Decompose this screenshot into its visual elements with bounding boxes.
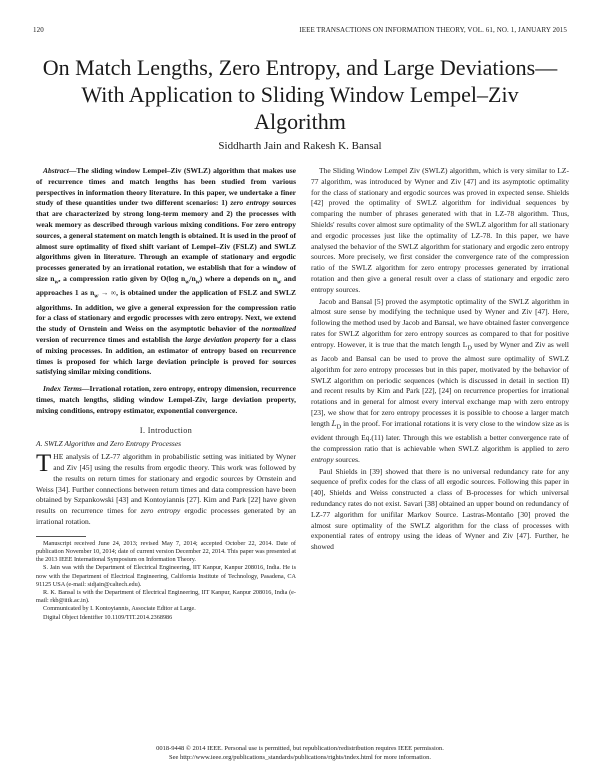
author-list: Siddharth Jain and Rakesh K. Bansal (218, 140, 382, 152)
journal-header: IEEE TRANSACTIONS ON INFORMATION THEORY, VOL. 61, NO. 1, JANUARY 2015 (299, 26, 567, 34)
footnote-author-bansal: R. K. Bansal is with the Department of Electrical Engineering, IIT Kanpur, Kanpur 208016, India (e-mail: rkb@iitk.ac.in). (36, 588, 296, 605)
copyright-line: 0018-9448 © 2014 IEEE. Personal use is permitted, but republication/redistribution requires IEEE permission. (156, 745, 444, 752)
subsection-heading: A. SWLZ Algorithm and Zero Entropy Processes (36, 439, 182, 449)
abstract-label: Abstract (43, 166, 69, 175)
index-terms-label: Index Terms (43, 384, 82, 394)
body-paragraph: Paul Shields in [39] showed that there is no universal redundancy rate for any sequence of prefix codes for the class of all ergodic sources. Following this paper in [40], Shields and Weiss constructed a class of B-processes for which universal redundancy rates do not exist. Savari [38] obtained an upper bound on redundancy of LZ-77 algorithm for unifilar Markov Source. Lastras-Montaño [30] proved the almost sure optimality of the SWLZ algorithm for the class of processes with exponential rates of entropy using the ideas of Wyner and Ziv [47]. Further, he showed (311, 466, 569, 552)
index-terms: Index Terms—Irrational rotation, zero entropy, entropy dimension, recurrence times, match lengths, sliding window Lempel-Ziv, large deviation property, mixing conditions, entropy estimator, exponential convergence. (36, 384, 296, 415)
running-head (33, 26, 567, 38)
section-heading: I. Introduction (139, 425, 193, 435)
paper-title: On Match Lengths, Zero Entropy, and Large Deviations—With Application to Sliding Window Lempel–Ziv Algorithm (42, 55, 558, 134)
body-paragraph: Jacob and Bansal [5] proved the asymptotic optimality of the SWLZ algorithm in almost sure sense by modifying the technique used by Wyner and Ziv [47]. Here, following the method used by Jacob and Bansal, we have obtained faster convergence rates for SWLZ algorithm for zero entropy sources as compared to that for positive entropy. However, it is true that the match length $L_D$ used by Wyner and Ziv as well as Jacob and Bansal can be used to prove the almost sure optimality of SWLZ algorithm for zero entropy processes but in this paper, motivated by the behavior of SWLZ algorithm on periodic sequences (which is discussed in detail in section II) and recent results by Kim and Park [22], [24] on recurrence properties for irrational rotations and in general for almost every interval exchange map with zero entropy [23], we show that for zero entropy processes it is possible to choose a larger match length $L_D$ in the proof. For irrational rotations it is very close to the window size as is evident through Eq.(11) later. Through this we establish a better convergence rate of the compression ratio that is achievable when SWLZ algorithm is applied to zero entropy sources. (311, 296, 570, 464)
footnote-communicated: Communicated by I. Kontoyiannis, Associate Editor at Large. (43, 605, 196, 613)
copyright-footer (0, 745, 600, 762)
intro-paragraph: THE analysis of LZ-77 algorithm in probabilistic setting was initiated by Wyner and Ziv [45] using the results from ergodic theory. This work was followed by the results on return times for stationary and ergodic sources by Ornstein and Weiss [34]. Further connections between return times and data compression have been obtained by Szpankowski [43] and Kontoyiannis [27]. Kim and Park [22] have given results on recurrence times for zero entropy ergodic processes generated by an irrational rotation. (36, 450, 296, 526)
left-column (36, 166, 296, 622)
footnote-divider (36, 536, 86, 537)
footnote-author-jain: S. Jain was with the Department of Electrical Engineering, IIT Kanpur, Kanpur 208016, India. He is now with the Department of Electrical Engineering, California Institute of Technology, Pasadena, CA 91125 USA (e-mail: sidjain@caltech.edu). (36, 564, 296, 588)
abstract: Abstract—The sliding window Lempel–Ziv (SWLZ) algorithm that makes use of recurrence times and match lengths has been studied from various perspectives in information theory literature. In this paper, we undertake a finer study of these quantities under two different scenarios: 1) zero entropy sources that are characterized by strong long-term memory and 2) the processes with weak memory as described through various mixing conditions. For zero entropy sources, a general statement on match length is obtained. It is used in the proof of almost sure optimality of fixed shift variant of Lempel–Ziv (FSLZ) and SWLZ algorithms given in literature. Through an example of stationary and ergodic processes generated by an irrational rotation, we establish that for a window of size $n_w$, a compression ratio given by O(log $n_w/n_w$) where a depends on $n_w$ and approaches 1 as $n_w$ → ∞, is obtained under the application of FSLZ and SWLZ algorithms. In addition, we give a general expression for the compression ratio for a class of stationary and ergodic processes with zero entropy. Next, we extend the study of Ornstein and Weiss on the asymptotic behavior of the normalized version of recurrence times and establish the large deviation property for a class of mixing processes. In addition, an estimator of entropy based on recurrence times is proposed for which large deviation principle is proved for sources satisfying similar mixing conditions. (36, 166, 297, 377)
footnote-manuscript: Manuscript received June 24, 2013; revised May 7, 2014; accepted October 22, 2014. Date of publication November 10, 2014; date of current version December 22, 2014. This paper was presented at the 2013 IEEE International Symposium on Information Theory. (36, 539, 296, 564)
drop-cap: T (36, 450, 52, 478)
page-number: 120 (33, 26, 44, 34)
right-column (311, 166, 569, 554)
footnote-doi: Digital Object Identifier 10.1109/TIT.2014.2368986 (43, 613, 173, 621)
rights-link[interactable]: See http://www.ieee.org/publications_standards/publications/rights/index.html for more information. (169, 753, 431, 761)
body-paragraph: The Sliding Window Lempel Ziv (SWLZ) algorithm, which is very similar to LZ-77 algorithm, was introduced by Wyner and Ziv [47] and its asymptotic optimality for the class of stationary and ergodic sources was proved in expected sense. Shields [42] proved the optimality of SWLZ algorithm for individual sequences by comparing the number of phrases generated with that in LZ-78 algorithm. Thus, Shields' results cover almost sure optimality of the SWLZ algorithm for all stationary and ergodic processes just like the optimality of LZ-78. In this paper, we have analysed the behavior of the SWLZ algorithm for stationary and ergodic zero entropy sources. More precisely, we first consider the convergence rate of the compression ratio of the SWLZ algorithm for zero entropy processes generated by irrational rotation and then give a general result over a class of stationary and ergodic zero entropy sources. (311, 166, 569, 294)
